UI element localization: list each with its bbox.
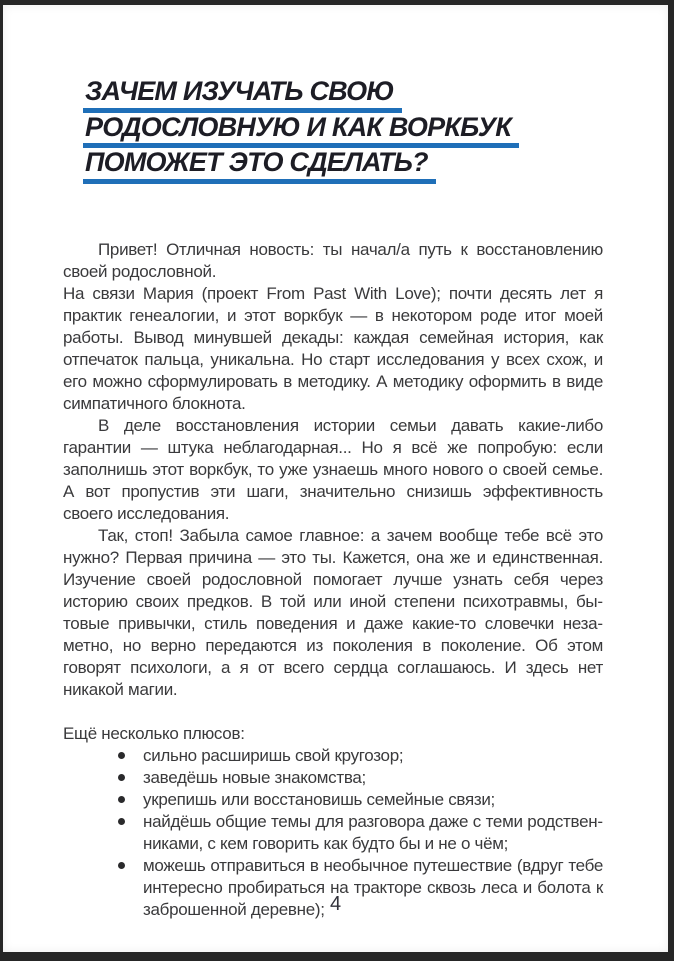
title-line-1-text: ЗАЧЕМ ИЗУЧАТЬ СВОЮ xyxy=(83,79,402,113)
list-item-text: можешь отправиться в необычное путешествие (вдруг тебе интересно пробираться на тракторе сквозь леса и болота к заброшенной деревне); xyxy=(143,856,603,919)
list-item-text: укрепишь или восстановишь семейные связи; xyxy=(143,790,495,809)
bullet-icon xyxy=(118,774,125,781)
list-item xyxy=(143,745,603,767)
bullet-icon xyxy=(118,796,125,803)
title-line xyxy=(83,147,519,186)
paragraph-guarantees: В деле восстановления истории семьи давать какие-либо гарантии — штука неблагодарная... Но я всё же попробую: если заполнишь этот воркбук, то уже узнаешь много нового о своей семье. А вот пропустив эти шаги, значительно снизишь эффективность своего исследования. xyxy=(63,416,603,523)
page-number: 4 xyxy=(329,893,342,915)
bullet-icon xyxy=(118,752,125,759)
bullet-icon xyxy=(118,862,125,869)
paragraph-why: Так, стоп! Забыла самое главное: а зачем вообще тебе всё это нужно? Первая причина — это ты. Кажется, она же и единственная. Изучение своей родословной помогает лучше узнать себя через историю своих предков. В той или иной степени психотравмы, бытовые привычки, стиль поведения и даже какие-то словечки незаметно, но верно передаются из поколения в поколение. Об этом говорят психологи, а я от всего сердца соглашаюсь. И здесь нет никакой магии. xyxy=(63,526,603,699)
list-item-text: сильно расширишь свой кругозор; xyxy=(143,746,404,765)
list-item-text: найдёшь общие темы для разговора даже с теми родственниками, с кем говорить как будто бы и не о чём; xyxy=(143,812,603,853)
page-title xyxy=(83,76,519,186)
list-item xyxy=(143,789,603,811)
list-item xyxy=(143,767,603,789)
list-item xyxy=(143,811,603,855)
body-text xyxy=(63,239,603,921)
title-line xyxy=(83,111,519,151)
title-line-2-text: РОДОСЛОВНУЮ И КАК ВОРКБУК xyxy=(83,115,519,149)
list-intro: Ещё несколько плюсов: xyxy=(63,724,245,743)
document-page xyxy=(3,5,668,952)
list-item-text: заведёшь новые знакомства; xyxy=(143,768,366,787)
paragraph-greeting: Привет! Отличная новость: ты начал/а путь к восстановлению своей родословной. xyxy=(63,240,603,281)
paragraph-author-intro: На связи Мария (проект From Past With Love); почти десять лет я практик генеалогии, и этот воркбук — в некотором роде итог моей работы. Вывод минувшей декады: каждая семейная история, как отпечаток пальца, уникальна. Но старт исследования у всех схож, и его можно сформулировать в методику. А методику оформить в виде симпатичного блокнота. xyxy=(63,284,603,413)
title-line-3-text: ПОМОЖЕТ ЭТО СДЕЛАТЬ? xyxy=(83,150,436,184)
title-line xyxy=(83,76,519,115)
bullet-icon xyxy=(118,818,125,825)
